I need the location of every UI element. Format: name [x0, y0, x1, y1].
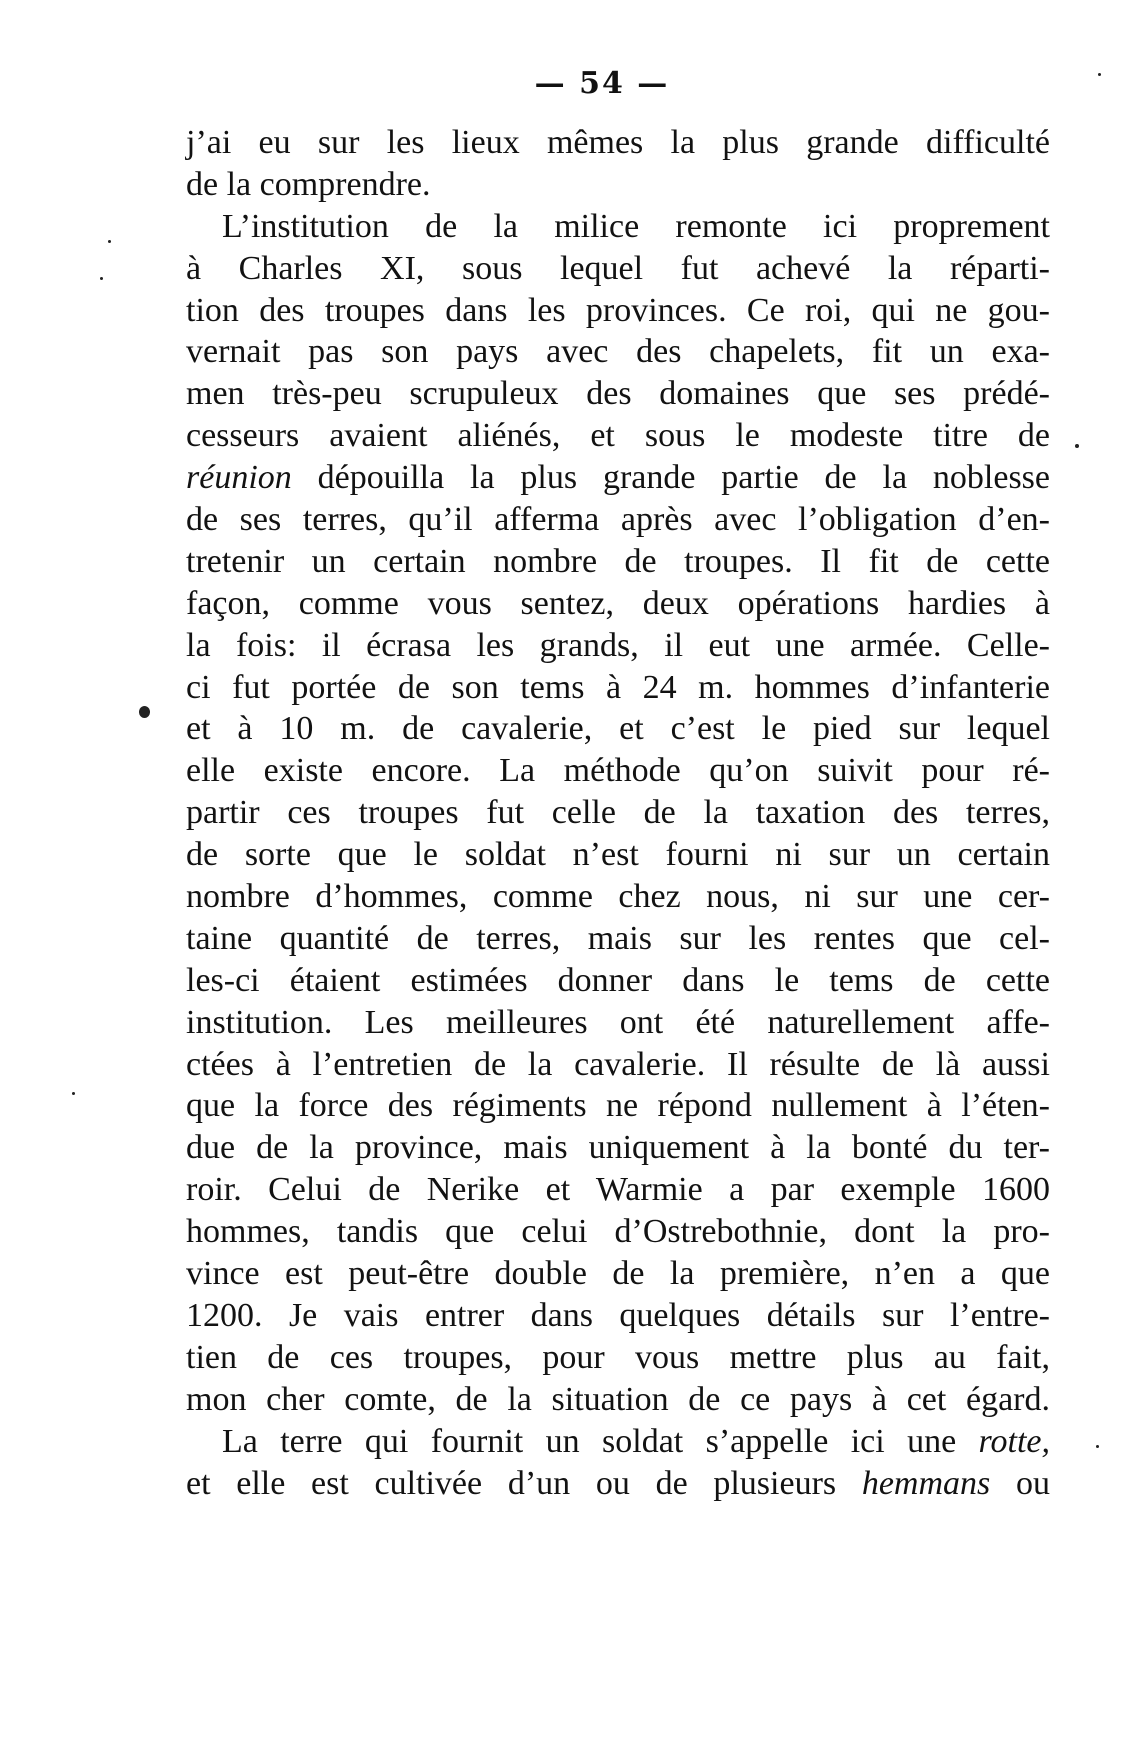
text-line: 1200. Je vais entrer dans quelques détails sur l’entre- — [186, 1296, 1050, 1334]
ink-speck — [1075, 444, 1079, 448]
text-line: cesseurs avaient aliénés, et sous le modeste titre de — [186, 417, 1050, 455]
text-line: hommes, tandis que celui d’Ostrebothnie, dont la pro- — [186, 1213, 1050, 1251]
text-line: taine quantité de terres, mais sur les rentes que cel- — [186, 919, 1050, 957]
body-text — [186, 122, 1050, 1504]
ink-speck — [1096, 1445, 1099, 1448]
italic-term: rotte, — [978, 1422, 1050, 1460]
text-line: ctées à l’entretien de la cavalerie. Il résulte de là aussi — [186, 1045, 1050, 1083]
text-line: façon, comme vous sentez, deux opérations hardies à — [186, 584, 1050, 622]
text-line: roir. Celui de Nerike et Warmie a par exemple 1600 — [186, 1171, 1050, 1209]
text-line: La terre qui fournit un soldat s’appelle ici une rotte, — [222, 1422, 1050, 1460]
text-line: nombre d’hommes, comme chez nous, ni sur une cer- — [186, 878, 1050, 916]
ink-speck — [1098, 73, 1101, 76]
text-line: et à 10 m. de cavalerie, et c’est le pied sur lequel — [186, 710, 1050, 748]
text-line: elle existe encore. La méthode qu’on suivit pour ré- — [186, 752, 1050, 790]
text-line: mon cher comte, de la situation de ce pays à cet égard. — [186, 1380, 1050, 1418]
text-line: due de la province, mais uniquement à la bonté du ter- — [186, 1129, 1050, 1167]
text-line: de la comprendre. — [186, 165, 431, 203]
ink-speck — [108, 240, 111, 243]
text-line: L’institution de la milice remonte ici proprement — [222, 207, 1050, 245]
italic-term: réunion — [186, 459, 292, 497]
text-line: institution. Les meilleures ont été naturellement affe- — [186, 1003, 1050, 1041]
text-line: de ses terres, qu’il afferma après avec l’obligation d’en- — [186, 501, 1050, 539]
text-line: ci fut portée de son tems à 24 m. hommes d’infanterie — [186, 668, 1050, 706]
ink-speck — [100, 277, 103, 280]
text-line: tien de ces troupes, pour vous mettre plus au fait, — [186, 1338, 1050, 1376]
text-line: que la force des régiments ne répond nullement à l’éten- — [186, 1087, 1050, 1125]
page-number: — 54 — — [534, 66, 670, 101]
text-line: et elle est cultivée d’un ou de plusieurs hemmans ou — [186, 1464, 1050, 1502]
ink-speck — [139, 706, 150, 718]
text-line: de sorte que le soldat n’est fourni ni sur un certain — [186, 836, 1050, 874]
text-line: à Charles XI, sous lequel fut achevé la réparti- — [186, 249, 1050, 287]
text-line: men très-peu scrupuleux des domaines que ses prédé- — [186, 375, 1050, 413]
text-line: la fois: il écrasa les grands, il eut une armée. Celle- — [186, 626, 1050, 664]
ink-speck — [72, 1092, 75, 1095]
text-line: vernait pas son pays avec des chapelets, fit un exa- — [186, 333, 1050, 371]
text-line: partir ces troupes fut celle de la taxation des terres, — [186, 794, 1050, 832]
text-line: réunion dépouilla la plus grande partie de la noblesse — [186, 459, 1050, 497]
text-line: tretenir un certain nombre de troupes. Il fit de cette — [186, 542, 1050, 580]
italic-term: hemmans — [861, 1464, 991, 1502]
text-line: tion des troupes dans les provinces. Ce roi, qui ne gou- — [186, 291, 1050, 329]
text-line: les-ci étaient estimées donner dans le tems de cette — [186, 961, 1050, 999]
text-line: j’ai eu sur les lieux mêmes la plus grande difficulté — [186, 124, 1050, 161]
text-line: vince est peut-être double de la première, n’en a que — [186, 1255, 1050, 1293]
